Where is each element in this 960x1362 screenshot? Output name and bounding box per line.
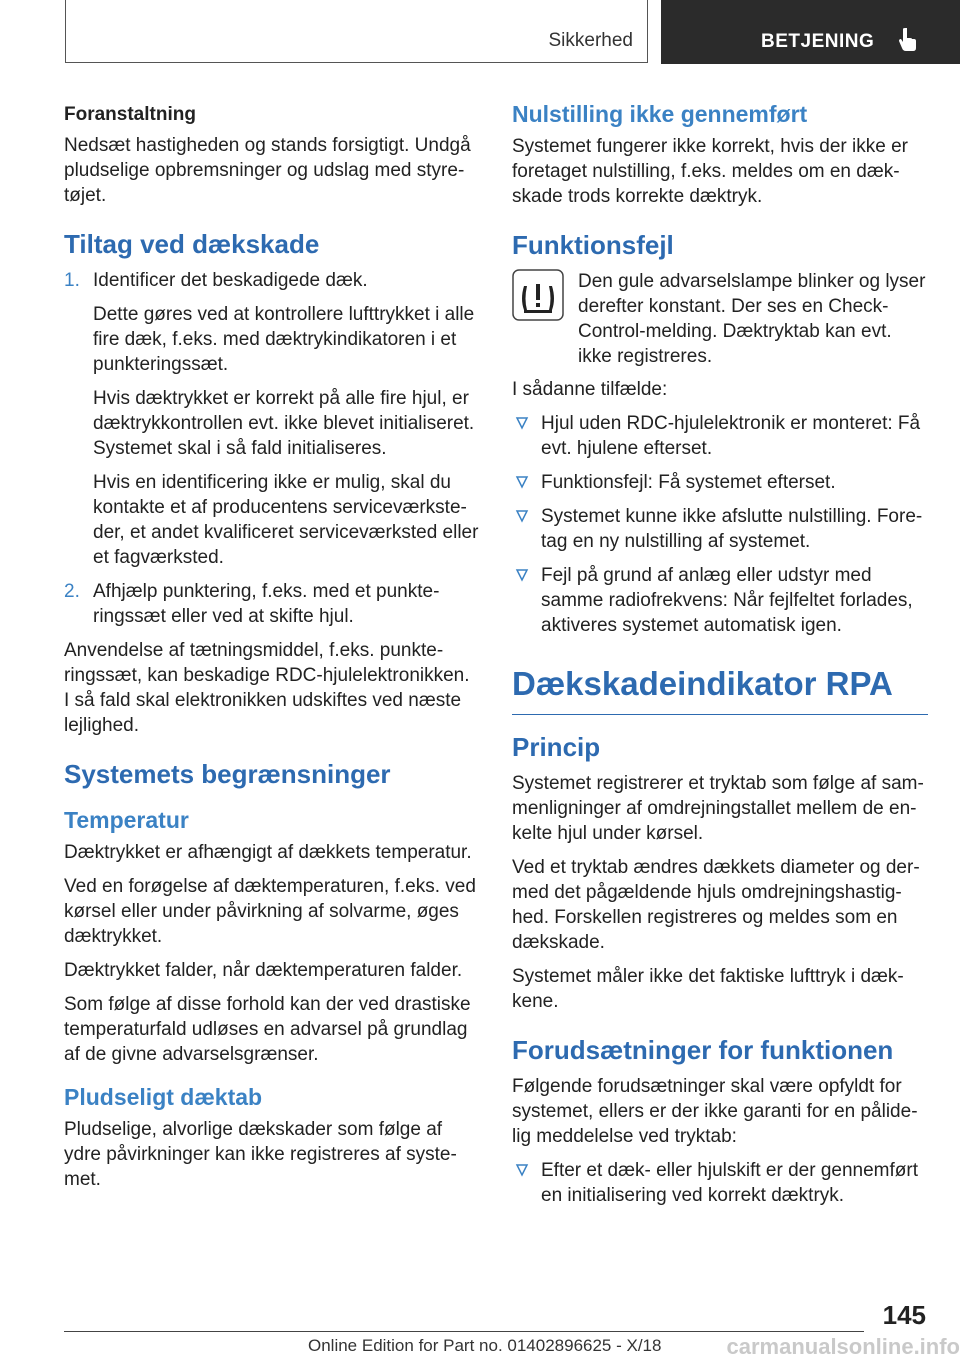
forudsaetninger-text: Følgende forudsætninger skal være opfyldt for systemet, ellers er der ikke garanti for en pålidelig meddelelse ved tryktab: — [512, 1076, 918, 1147]
tire-pressure-warning-icon — [512, 269, 564, 321]
bullet-text: Funktionsfejl: Få systemet efterset. — [541, 472, 836, 493]
forudsaetninger-heading: Forudsætninger for funktionen — [512, 1035, 894, 1065]
tiltag-heading: Tiltag ved dækskade — [64, 229, 320, 259]
funktionsfejl-block — [512, 269, 928, 369]
princip-paragraph-1: Systemet registrerer et tryktab som følge af sammenligninger af omdrejningstallet mellem de enkelte hjul under kørsel. — [512, 773, 924, 844]
nulstilling-text: Systemet fungerer ikke korrekt, hvis der ikke er foretaget nulstilling, f.eks. meldes om en dækskade trods korrekte dæktryk. — [512, 136, 908, 207]
list-item — [512, 1158, 928, 1208]
footer-divider — [64, 1331, 864, 1332]
list-item — [512, 470, 928, 495]
pludseligt-text: Pludselige, alvorlige dækskader som følge af ydre påvirkninger kan ikke registreres af systemet. — [64, 1119, 457, 1190]
step-1-paragraph-3: Hvis en identificering ikke er mulig, skal du kontakte et af producentens serviceværksteder, et andet kvalificeret serviceværksted eller et fagværksted. — [93, 472, 479, 568]
step-2-number: 2. — [64, 581, 80, 602]
edition-text: Online Edition for Part no. 01402896625 - X/18 — [308, 1336, 662, 1355]
triangle-bullet-icon — [515, 416, 529, 430]
section-label: Sikkerhed — [548, 30, 633, 51]
temperatur-paragraph-1: Dæktrykket er afhængigt af dækkets temperatur. — [64, 842, 472, 863]
triangle-bullet-icon — [515, 1163, 529, 1177]
pointing-hand-icon — [896, 26, 920, 52]
left-column — [64, 100, 480, 1201]
temperatur-heading: Temperatur — [64, 807, 189, 833]
foranstaltning-label: Foranstaltning — [64, 104, 196, 125]
bullet-text: Fejl på grund af anlæg eller udstyr med samme radiofrekvens: Når fejlfeltet forlades, aktiveres systemet automatisk igen. — [541, 565, 913, 636]
princip-paragraph-2: Ved et tryktab ændres dækkets diameter og dermed det pågældende hjuls omdrejningshastighed. Forskellen registreres og meldes som en dækskade. — [512, 857, 920, 953]
anvendelse-text: Anvendelse af tætningsmiddel, f.eks. punkteringssæt, kan beskadige RDC-hjulelektronikken. I så fald skal elektronikken udskiftes ved næste lejlighed. — [64, 640, 470, 736]
right-column — [512, 100, 928, 1217]
rpa-heading: Dækskadeindikator RPA — [512, 660, 928, 715]
watermark: carmanualsonline.info — [726, 1334, 960, 1359]
bullet-text: Efter et dæk- eller hjulskift er der gennemført en initialisering ved korrekt dæktryk. — [541, 1160, 918, 1206]
tilfaelde-text: I sådanne tilfælde: — [512, 379, 668, 400]
princip-paragraph-3: Systemet måler ikke det faktiske lufttryk i dækkene. — [512, 966, 904, 1012]
bullet-text: Hjul uden RDC-hjulelektronik er monteret: Få evt. hjulene efterset. — [541, 413, 921, 459]
list-item — [512, 411, 928, 461]
step-2-text: Afhjælp punktering, f.eks. med et punkteringssæt eller ved at skifte hjul. — [93, 581, 440, 627]
step-1-paragraph-1: Dette gøres ved at kontrollere lufttrykket i alle fire dæk, f.eks. med dæktrykindikatoren i et punkteringssæt. — [93, 304, 475, 375]
funktionsfejl-text: Den gule advarselslampe blinker og lyser derefter konstant. Der ses en Check-Control-melding. Dæktryktab kan evt. ikke registreres. — [578, 271, 926, 367]
triangle-bullet-icon — [515, 509, 529, 523]
list-item — [512, 504, 928, 554]
page-header — [65, 0, 960, 64]
temperatur-paragraph-3: Dæktrykket falder, når dæktemperaturen falder. — [64, 960, 463, 981]
pludseligt-heading: Pludseligt dæktab — [64, 1084, 263, 1110]
header-chapter-box — [661, 0, 960, 64]
page-number: 145 — [882, 1300, 926, 1330]
list-item — [512, 563, 928, 638]
temperatur-paragraph-4: Som følge af disse forhold kan der ved drastiske temperaturfald udløses en advarsel på grundlag af de givne advarselsgrænser. — [64, 994, 471, 1065]
nulstilling-heading: Nulstilling ikke gennemført — [512, 101, 808, 127]
triangle-bullet-icon — [515, 568, 529, 582]
temperatur-paragraph-2: Ved en forøgelse af dæktemperaturen, f.eks. ved kørsel eller under påvirkning af solvarme, øges dæktrykket. — [64, 876, 476, 947]
begraensninger-heading: Systemets begrænsninger — [64, 759, 391, 789]
step-1-paragraph-2: Hvis dæktrykket er korrekt på alle fire hjul, er dæktrykkontrollen evt. ikke blevet initialiseret. Systemet skal i så fald initialiseres. — [93, 388, 475, 459]
bullet-text: Systemet kunne ikke afslutte nulstilling. Foretag en ny nulstilling af systemet. — [541, 506, 923, 552]
princip-heading: Princip — [512, 732, 601, 762]
header-section-box — [65, 0, 648, 63]
funktionsfejl-heading: Funktionsfejl — [512, 230, 674, 260]
step-2 — [64, 579, 480, 629]
step-1-text: Identificer det beskadigede dæk. — [93, 270, 368, 291]
step-1-number: 1. — [64, 270, 80, 291]
step-1 — [64, 268, 480, 570]
foranstaltning-text: Nedsæt hastigheden og stands forsigtigt. Undgå pludselige opbremsninger og udslag med styretøjet. — [64, 135, 471, 206]
chapter-label: BETJENING — [761, 31, 875, 52]
triangle-bullet-icon — [515, 475, 529, 489]
